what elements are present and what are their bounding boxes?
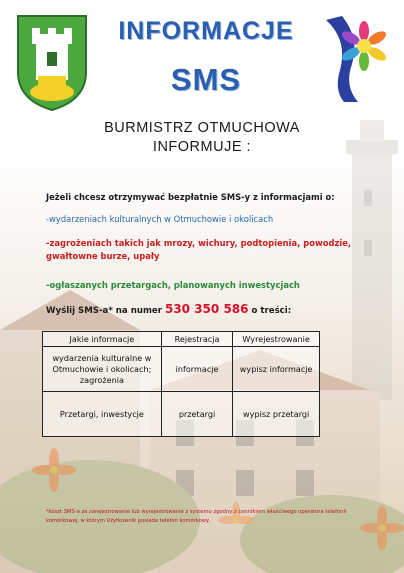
headline-informs: INFORMUJE : — [152, 139, 252, 155]
sms-suffix: o treści: — [251, 306, 292, 316]
table-cell-topic: Przetargi, inwestycje — [43, 392, 162, 437]
table-row — [43, 347, 320, 392]
table-cell-register: informacje — [161, 347, 232, 392]
sms-instruction — [46, 303, 366, 318]
cost-footnote: *koszt SMS-a za zarejestrowanie lub wyrejestrowanie z systemu zgodny z cennikiem właściwego operatora telefonii komórkowej, w którym Użytkownik posiada telefon komórkowy. — [46, 509, 347, 524]
headline-mayor: BURMISTRZ OTMUCHOWA — [104, 120, 300, 136]
table-cell-register: przetargi — [161, 392, 232, 437]
sms-prefix: Wyślij SMS-a* na numer — [46, 306, 162, 316]
bullet-culture: -wydarzeniach kulturalnych w Otmuchowie i okolicach — [46, 214, 274, 224]
sms-phone-number: 530 350 586 — [164, 302, 249, 316]
title-informacje: INFORMACJE — [118, 17, 294, 45]
bullet-tenders: -ogłaszanych przetargach, planowanych inwestycjach — [46, 280, 300, 290]
table-header-topic: Jakie informacje — [43, 332, 162, 347]
table-header-unregister: Wyrejestrowanie — [233, 332, 320, 347]
sms-commands-table — [42, 331, 320, 437]
table-cell-topic: wydarzenia kulturalne w Otmuchowie i okolicach; zagrożenia — [43, 347, 162, 392]
table-cell-unregister: wypisz przetargi — [233, 392, 320, 437]
bullet-threats: -zagrożeniach takich jak mrozy, wichury, podtopienia, powodzie, gwałtowne burze, upały — [46, 238, 352, 261]
table-header-row — [43, 332, 320, 347]
table-row — [43, 392, 320, 437]
town-coat-of-arms-icon — [14, 12, 90, 112]
flower-sun-logo-icon — [318, 10, 394, 106]
intro-text: Jeżeli chcesz otrzymywać bezpłatnie SMS-y z informacjami o: — [46, 192, 335, 202]
table-header-register: Rejestracja — [161, 332, 232, 347]
title-sms: SMS — [170, 62, 242, 97]
table-cell-unregister: wypisz informacje — [233, 347, 320, 392]
